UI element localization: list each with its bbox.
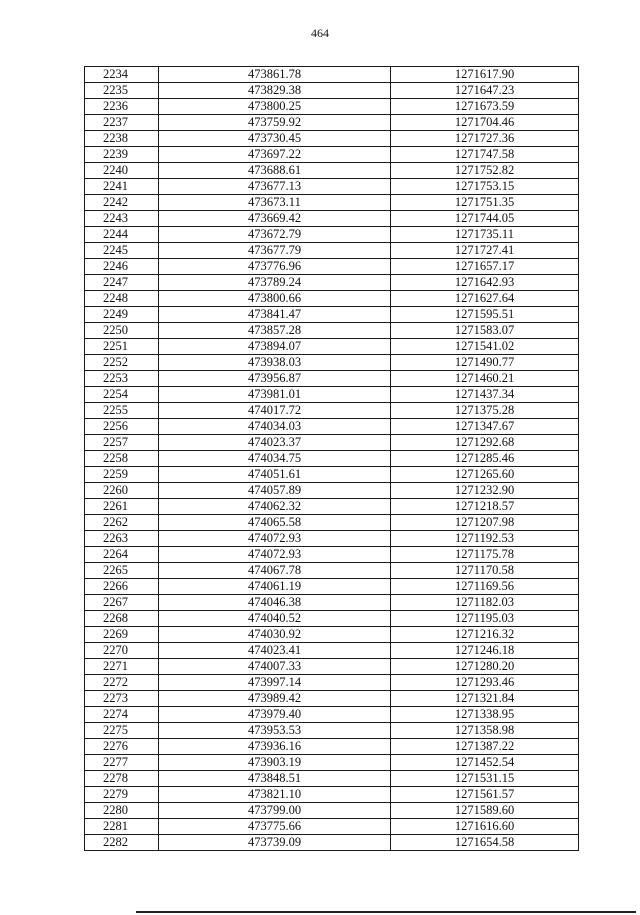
y-coordinate-cell: 1271387.22 xyxy=(391,739,579,755)
x-coordinate-cell: 474040.52 xyxy=(159,611,391,627)
y-coordinate-cell: 1271170.58 xyxy=(391,563,579,579)
point-number-cell: 2238 xyxy=(85,131,159,147)
table-row xyxy=(85,179,579,195)
x-coordinate-cell: 474061.19 xyxy=(159,579,391,595)
x-coordinate-cell: 473938.03 xyxy=(159,355,391,371)
y-coordinate-cell: 1271280.20 xyxy=(391,659,579,675)
x-coordinate-cell: 473848.51 xyxy=(159,771,391,787)
y-coordinate-cell: 1271654.58 xyxy=(391,835,579,851)
y-coordinate-cell: 1271195.03 xyxy=(391,611,579,627)
table-row xyxy=(85,243,579,259)
point-number-cell: 2251 xyxy=(85,339,159,355)
x-coordinate-cell: 473894.07 xyxy=(159,339,391,355)
table-row xyxy=(85,467,579,483)
x-coordinate-cell: 473669.42 xyxy=(159,211,391,227)
y-coordinate-cell: 1271207.98 xyxy=(391,515,579,531)
table-row xyxy=(85,291,579,307)
point-number-cell: 2268 xyxy=(85,611,159,627)
x-coordinate-cell: 473829.38 xyxy=(159,83,391,99)
y-coordinate-cell: 1271531.15 xyxy=(391,771,579,787)
table-row xyxy=(85,787,579,803)
table-row xyxy=(85,803,579,819)
y-coordinate-cell: 1271727.36 xyxy=(391,131,579,147)
y-coordinate-cell: 1271647.23 xyxy=(391,83,579,99)
table-row xyxy=(85,163,579,179)
coordinates-table-body xyxy=(85,67,579,851)
point-number-cell: 2258 xyxy=(85,451,159,467)
point-number-cell: 2242 xyxy=(85,195,159,211)
table-row xyxy=(85,211,579,227)
y-coordinate-cell: 1271216.32 xyxy=(391,627,579,643)
point-number-cell: 2264 xyxy=(85,547,159,563)
coordinates-table-wrapper xyxy=(84,66,578,851)
y-coordinate-cell: 1271338.95 xyxy=(391,707,579,723)
x-coordinate-cell: 473759.92 xyxy=(159,115,391,131)
table-row xyxy=(85,131,579,147)
y-coordinate-cell: 1271727.41 xyxy=(391,243,579,259)
x-coordinate-cell: 473956.87 xyxy=(159,371,391,387)
table-row xyxy=(85,659,579,675)
x-coordinate-cell: 473677.79 xyxy=(159,243,391,259)
point-number-cell: 2280 xyxy=(85,803,159,819)
table-row xyxy=(85,723,579,739)
x-coordinate-cell: 473821.10 xyxy=(159,787,391,803)
point-number-cell: 2241 xyxy=(85,179,159,195)
point-number-cell: 2237 xyxy=(85,115,159,131)
table-row xyxy=(85,323,579,339)
y-coordinate-cell: 1271589.60 xyxy=(391,803,579,819)
point-number-cell: 2265 xyxy=(85,563,159,579)
table-row xyxy=(85,563,579,579)
point-number-cell: 2267 xyxy=(85,595,159,611)
x-coordinate-cell: 474046.38 xyxy=(159,595,391,611)
y-coordinate-cell: 1271175.78 xyxy=(391,547,579,563)
y-coordinate-cell: 1271265.60 xyxy=(391,467,579,483)
x-coordinate-cell: 473841.47 xyxy=(159,307,391,323)
y-coordinate-cell: 1271321.84 xyxy=(391,691,579,707)
coordinates-table xyxy=(84,66,579,851)
point-number-cell: 2274 xyxy=(85,707,159,723)
y-coordinate-cell: 1271751.35 xyxy=(391,195,579,211)
table-row xyxy=(85,531,579,547)
point-number-cell: 2262 xyxy=(85,515,159,531)
x-coordinate-cell: 474057.89 xyxy=(159,483,391,499)
x-coordinate-cell: 473979.40 xyxy=(159,707,391,723)
x-coordinate-cell: 473697.22 xyxy=(159,147,391,163)
point-number-cell: 2278 xyxy=(85,771,159,787)
y-coordinate-cell: 1271541.02 xyxy=(391,339,579,355)
point-number-cell: 2235 xyxy=(85,83,159,99)
y-coordinate-cell: 1271292.68 xyxy=(391,435,579,451)
point-number-cell: 2254 xyxy=(85,387,159,403)
y-coordinate-cell: 1271375.28 xyxy=(391,403,579,419)
x-coordinate-cell: 474072.93 xyxy=(159,547,391,563)
y-coordinate-cell: 1271583.07 xyxy=(391,323,579,339)
y-coordinate-cell: 1271169.56 xyxy=(391,579,579,595)
table-row xyxy=(85,819,579,835)
point-number-cell: 2245 xyxy=(85,243,159,259)
y-coordinate-cell: 1271617.90 xyxy=(391,67,579,83)
table-row xyxy=(85,195,579,211)
table-row xyxy=(85,99,579,115)
x-coordinate-cell: 473730.45 xyxy=(159,131,391,147)
point-number-cell: 2259 xyxy=(85,467,159,483)
point-number-cell: 2276 xyxy=(85,739,159,755)
table-row xyxy=(85,259,579,275)
x-coordinate-cell: 473989.42 xyxy=(159,691,391,707)
point-number-cell: 2266 xyxy=(85,579,159,595)
x-coordinate-cell: 473981.01 xyxy=(159,387,391,403)
x-coordinate-cell: 474023.37 xyxy=(159,435,391,451)
x-coordinate-cell: 473936.16 xyxy=(159,739,391,755)
table-row xyxy=(85,771,579,787)
table-row xyxy=(85,435,579,451)
x-coordinate-cell: 474030.92 xyxy=(159,627,391,643)
x-coordinate-cell: 474067.78 xyxy=(159,563,391,579)
table-row xyxy=(85,627,579,643)
table-row xyxy=(85,499,579,515)
table-row xyxy=(85,691,579,707)
table-row xyxy=(85,707,579,723)
x-coordinate-cell: 474051.61 xyxy=(159,467,391,483)
x-coordinate-cell: 474062.32 xyxy=(159,499,391,515)
table-row xyxy=(85,371,579,387)
x-coordinate-cell: 473776.96 xyxy=(159,259,391,275)
table-row xyxy=(85,483,579,499)
point-number-cell: 2272 xyxy=(85,675,159,691)
x-coordinate-cell: 474065.58 xyxy=(159,515,391,531)
x-coordinate-cell: 473857.28 xyxy=(159,323,391,339)
y-coordinate-cell: 1271358.98 xyxy=(391,723,579,739)
point-number-cell: 2253 xyxy=(85,371,159,387)
table-row xyxy=(85,147,579,163)
point-number-cell: 2271 xyxy=(85,659,159,675)
x-coordinate-cell: 473861.78 xyxy=(159,67,391,83)
x-coordinate-cell: 473800.25 xyxy=(159,99,391,115)
point-number-cell: 2282 xyxy=(85,835,159,851)
y-coordinate-cell: 1271561.57 xyxy=(391,787,579,803)
y-coordinate-cell: 1271293.46 xyxy=(391,675,579,691)
x-coordinate-cell: 473789.24 xyxy=(159,275,391,291)
y-coordinate-cell: 1271347.67 xyxy=(391,419,579,435)
table-row xyxy=(85,595,579,611)
table-row xyxy=(85,547,579,563)
table-row xyxy=(85,643,579,659)
point-number-cell: 2234 xyxy=(85,67,159,83)
table-row xyxy=(85,275,579,291)
table-row xyxy=(85,67,579,83)
y-coordinate-cell: 1271452.54 xyxy=(391,755,579,771)
point-number-cell: 2250 xyxy=(85,323,159,339)
point-number-cell: 2269 xyxy=(85,627,159,643)
point-number-cell: 2247 xyxy=(85,275,159,291)
y-coordinate-cell: 1271673.59 xyxy=(391,99,579,115)
y-coordinate-cell: 1271657.17 xyxy=(391,259,579,275)
table-row xyxy=(85,611,579,627)
table-row xyxy=(85,387,579,403)
y-coordinate-cell: 1271753.15 xyxy=(391,179,579,195)
table-row xyxy=(85,83,579,99)
table-row xyxy=(85,355,579,371)
point-number-cell: 2239 xyxy=(85,147,159,163)
table-row xyxy=(85,115,579,131)
y-coordinate-cell: 1271490.77 xyxy=(391,355,579,371)
y-coordinate-cell: 1271616.60 xyxy=(391,819,579,835)
x-coordinate-cell: 474007.33 xyxy=(159,659,391,675)
y-coordinate-cell: 1271735.11 xyxy=(391,227,579,243)
x-coordinate-cell: 473800.66 xyxy=(159,291,391,307)
point-number-cell: 2255 xyxy=(85,403,159,419)
x-coordinate-cell: 473672.79 xyxy=(159,227,391,243)
point-number-cell: 2246 xyxy=(85,259,159,275)
bottom-rule xyxy=(136,911,636,913)
point-number-cell: 2240 xyxy=(85,163,159,179)
table-row xyxy=(85,339,579,355)
y-coordinate-cell: 1271232.90 xyxy=(391,483,579,499)
x-coordinate-cell: 474034.75 xyxy=(159,451,391,467)
x-coordinate-cell: 473673.11 xyxy=(159,195,391,211)
point-number-cell: 2270 xyxy=(85,643,159,659)
x-coordinate-cell: 473997.14 xyxy=(159,675,391,691)
table-row xyxy=(85,227,579,243)
x-coordinate-cell: 473953.53 xyxy=(159,723,391,739)
y-coordinate-cell: 1271285.46 xyxy=(391,451,579,467)
table-row xyxy=(85,451,579,467)
table-row xyxy=(85,419,579,435)
x-coordinate-cell: 473775.66 xyxy=(159,819,391,835)
point-number-cell: 2243 xyxy=(85,211,159,227)
y-coordinate-cell: 1271218.57 xyxy=(391,499,579,515)
point-number-cell: 2256 xyxy=(85,419,159,435)
point-number-cell: 2275 xyxy=(85,723,159,739)
point-number-cell: 2249 xyxy=(85,307,159,323)
page-number: 464 xyxy=(311,26,329,40)
x-coordinate-cell: 473688.61 xyxy=(159,163,391,179)
point-number-cell: 2260 xyxy=(85,483,159,499)
table-row xyxy=(85,755,579,771)
y-coordinate-cell: 1271747.58 xyxy=(391,147,579,163)
y-coordinate-cell: 1271752.82 xyxy=(391,163,579,179)
point-number-cell: 2261 xyxy=(85,499,159,515)
x-coordinate-cell: 473903.19 xyxy=(159,755,391,771)
y-coordinate-cell: 1271437.34 xyxy=(391,387,579,403)
x-coordinate-cell: 474017.72 xyxy=(159,403,391,419)
x-coordinate-cell: 473799.00 xyxy=(159,803,391,819)
x-coordinate-cell: 474023.41 xyxy=(159,643,391,659)
y-coordinate-cell: 1271182.03 xyxy=(391,595,579,611)
y-coordinate-cell: 1271744.05 xyxy=(391,211,579,227)
x-coordinate-cell: 473677.13 xyxy=(159,179,391,195)
y-coordinate-cell: 1271642.93 xyxy=(391,275,579,291)
y-coordinate-cell: 1271595.51 xyxy=(391,307,579,323)
table-row xyxy=(85,739,579,755)
y-coordinate-cell: 1271246.18 xyxy=(391,643,579,659)
point-number-cell: 2252 xyxy=(85,355,159,371)
y-coordinate-cell: 1271460.21 xyxy=(391,371,579,387)
point-number-cell: 2263 xyxy=(85,531,159,547)
point-number-cell: 2248 xyxy=(85,291,159,307)
point-number-cell: 2277 xyxy=(85,755,159,771)
table-row xyxy=(85,579,579,595)
point-number-cell: 2244 xyxy=(85,227,159,243)
x-coordinate-cell: 474034.03 xyxy=(159,419,391,435)
x-coordinate-cell: 474072.93 xyxy=(159,531,391,547)
point-number-cell: 2257 xyxy=(85,435,159,451)
table-row xyxy=(85,515,579,531)
table-row xyxy=(85,307,579,323)
y-coordinate-cell: 1271627.64 xyxy=(391,291,579,307)
y-coordinate-cell: 1271704.46 xyxy=(391,115,579,131)
point-number-cell: 2236 xyxy=(85,99,159,115)
y-coordinate-cell: 1271192.53 xyxy=(391,531,579,547)
point-number-cell: 2279 xyxy=(85,787,159,803)
table-row xyxy=(85,675,579,691)
point-number-cell: 2281 xyxy=(85,819,159,835)
x-coordinate-cell: 473739.09 xyxy=(159,835,391,851)
table-row xyxy=(85,403,579,419)
point-number-cell: 2273 xyxy=(85,691,159,707)
table-row xyxy=(85,835,579,851)
